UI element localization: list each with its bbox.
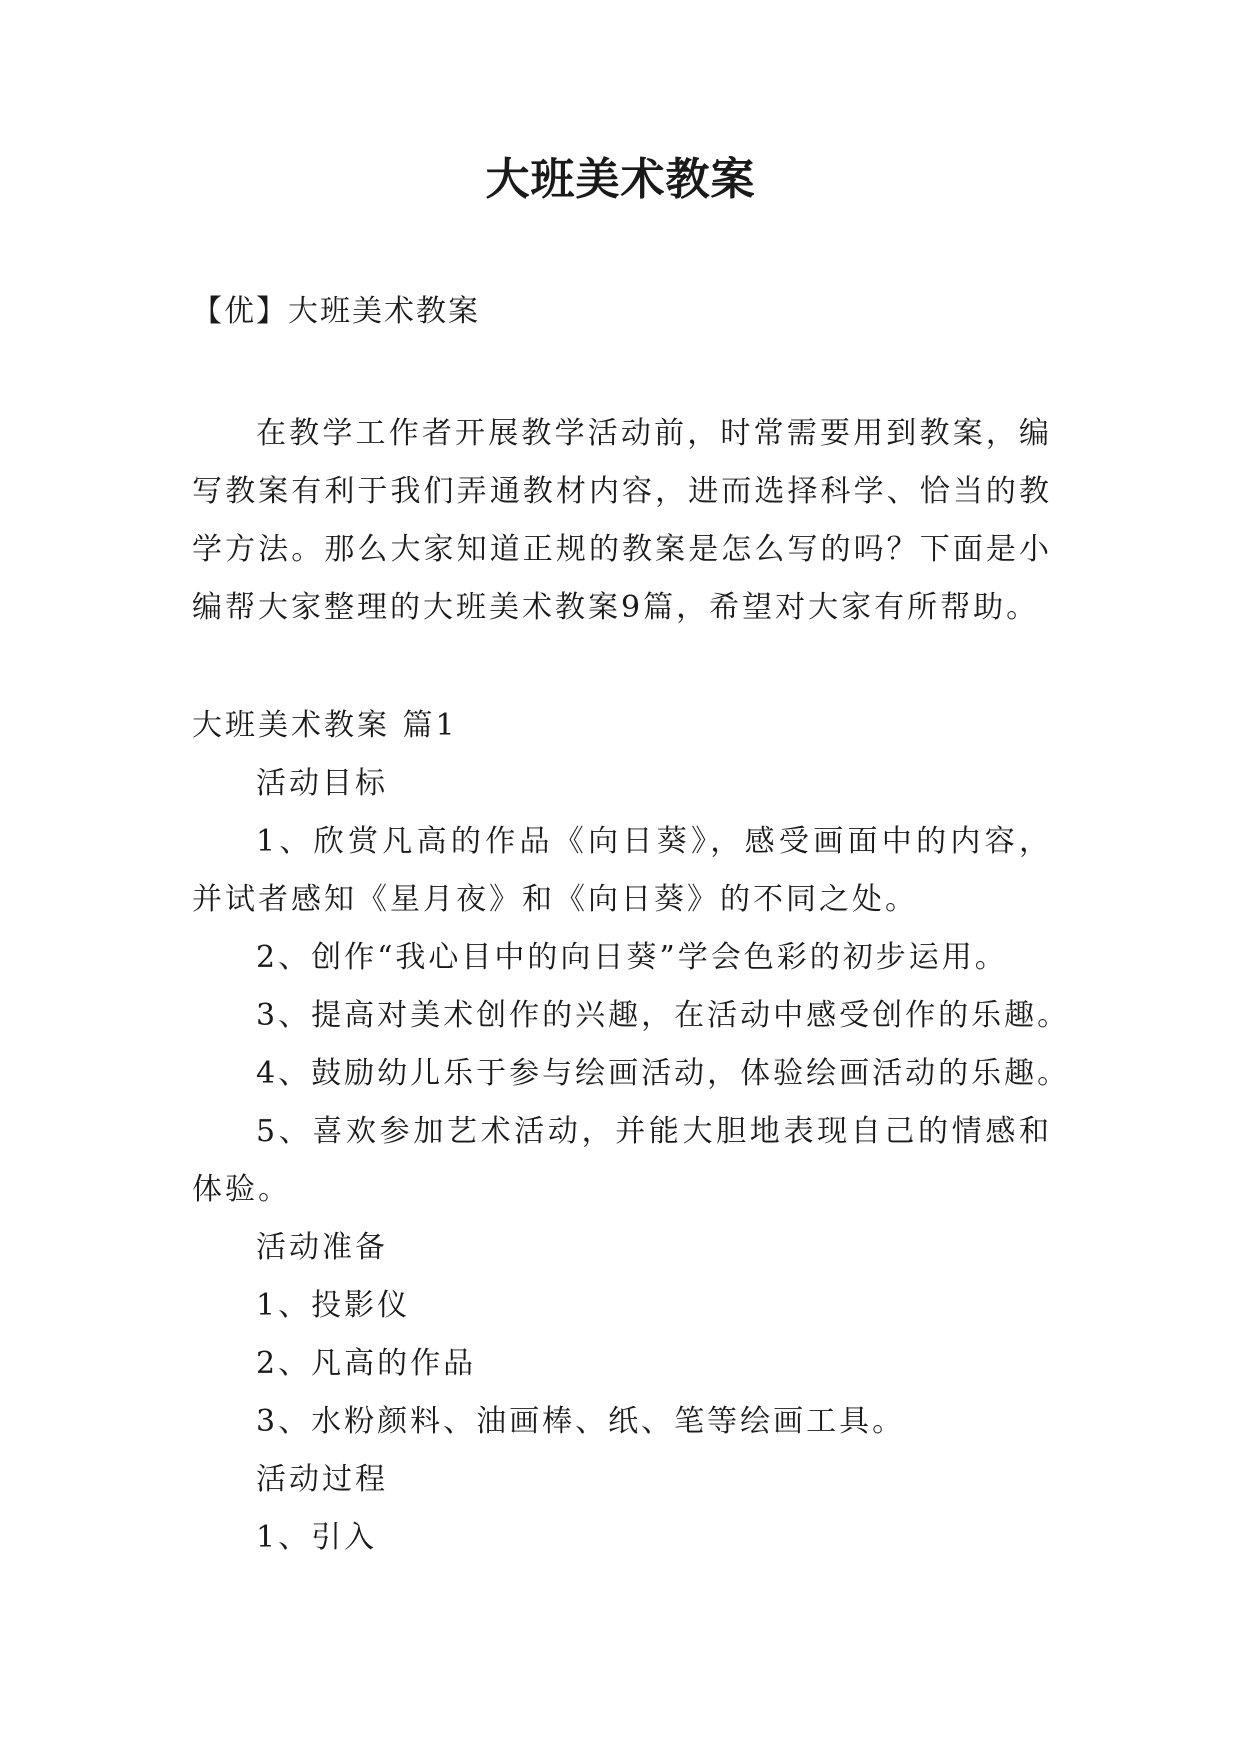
prep-item: 1、投影仪 [256,1288,411,1323]
document-title: 大班美术教案 [485,154,756,205]
process-heading: 活动过程 [256,1462,388,1497]
goal-item: 1、欣赏凡高的作品《向日葵》，感受画面中的内容，并试者感知《星月夜》和《向日葵》的不同之处。 [192,824,1052,917]
goal-item: 2、创作“我心目中的向日葵”学会色彩的初步运用。 [256,940,1008,975]
prep-heading: 活动准备 [256,1230,388,1265]
goal-item: 4、鼓励幼儿乐于参与绘画活动，体验绘画活动的乐趣。 [256,1056,1071,1091]
goal-item: 3、提高对美术创作的兴趣，在活动中感受创作的乐趣。 [256,998,1071,1033]
goals-heading: 活动目标 [256,766,388,801]
lesson-body [192,697,1071,1567]
section-title: 大班美术教案 篇1 [192,708,458,743]
prep-item: 3、水粉颜料、油画棒、纸、笔等绘画工具。 [256,1404,906,1439]
document-subtitle: 【优】大班美术教案 [192,294,480,329]
prep-item: 2、凡高的作品 [256,1346,477,1381]
process-item: 1、引入 [256,1520,378,1555]
intro-paragraph: 在教学工作者开展教学活动前，时常需要用到教案，编写教案有利于我们弄通教材内容，进而选择科学、恰当的教学方法。那么大家知道正规的教案是怎么写的吗？下面是小编帮大家整理的大班美术教案9篇，希望对大家有所帮助。 [192,416,1052,625]
goal-item: 5、喜欢参加艺术活动，并能大胆地表现自己的情感和体验。 [192,1114,1052,1207]
